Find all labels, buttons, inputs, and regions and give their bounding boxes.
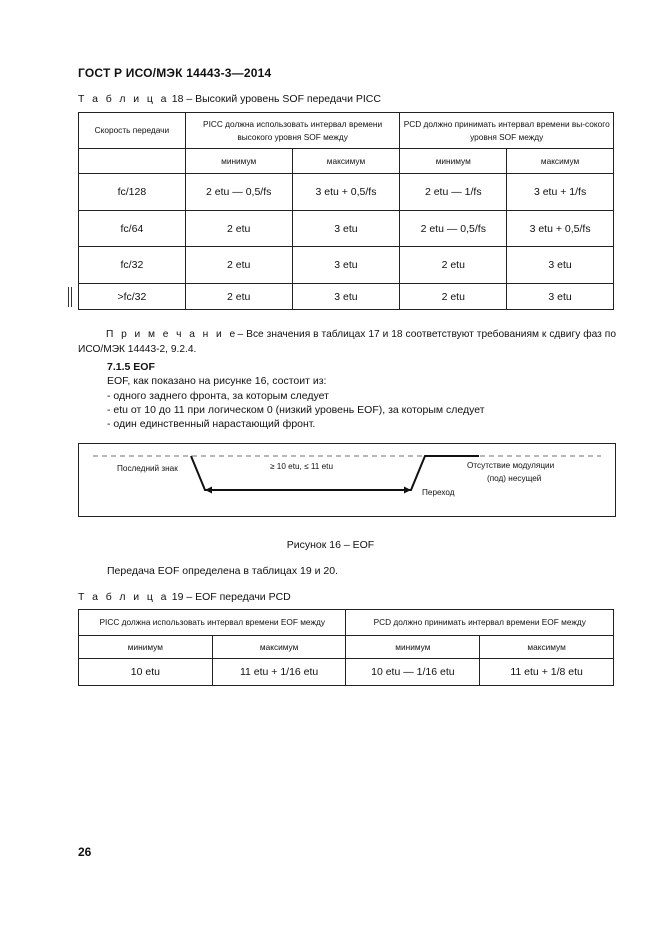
cell-pcd-max: 11 etu + 1/8 etu bbox=[480, 659, 614, 686]
figure-16-caption: Рисунок 16 – EOF bbox=[286, 539, 375, 551]
note-text: – Все значения в таблицах 17 и 18 соответствуют требованиям к сдвигу фаз по ИСО/МЭК 14443-2, 9.2.4. bbox=[78, 329, 616, 355]
table-18-caption-prefix: Т а б л и ц а bbox=[78, 93, 169, 105]
cell-picc-max: 11 etu + 1/16 etu bbox=[212, 659, 346, 686]
change-bar bbox=[71, 287, 72, 307]
header-pcd-min: минимум bbox=[346, 636, 480, 659]
cell-pcd-max: 3 etu bbox=[507, 284, 614, 310]
header-speed: Скорость передачи bbox=[79, 113, 186, 149]
note bbox=[78, 327, 616, 357]
cell-pcd-min: 2 etu bbox=[400, 284, 507, 310]
cell-speed: >fc/32 bbox=[79, 284, 186, 310]
note-prefix: П р и м е ч а н и е bbox=[106, 329, 238, 340]
cell-speed: fc/64 bbox=[79, 211, 186, 247]
cell-speed: fc/32 bbox=[79, 247, 186, 284]
cell-picc-min: 2 etu bbox=[185, 211, 292, 247]
section-intro: EOF, как показано на рисунке 16, состоит из: bbox=[107, 375, 327, 387]
table-18-caption-text: 18 – Высокий уровень SOF передачи PICC bbox=[171, 93, 381, 105]
header-picc: PICC должна использовать интервал времени высокого уровня SOF между bbox=[185, 113, 400, 149]
cell-pcd-max: 3 etu bbox=[507, 247, 614, 284]
label-subcarrier: (под) несущей bbox=[487, 474, 542, 483]
label-transition: Переход bbox=[422, 488, 455, 497]
cell-pcd-min: 10 etu — 1/16 etu bbox=[346, 659, 480, 686]
table-row bbox=[79, 174, 614, 211]
change-bar bbox=[68, 287, 69, 307]
list-item: - один единственный нарастающий фронт. bbox=[107, 418, 316, 430]
table-19 bbox=[78, 609, 614, 686]
page-number: 26 bbox=[78, 845, 92, 859]
cell-picc-min: 2 etu bbox=[185, 247, 292, 284]
cell-picc-max: 3 etu bbox=[292, 211, 400, 247]
cell-pcd-min: 2 etu — 1/fs bbox=[400, 174, 507, 211]
cell-speed: fc/128 bbox=[79, 174, 186, 211]
header-pcd-min: минимум bbox=[400, 149, 507, 174]
label-last-char: Последний знак bbox=[117, 464, 178, 473]
header-picc-max: максимум bbox=[212, 636, 346, 659]
cell-pcd-max: 3 etu + 0,5/fs bbox=[507, 211, 614, 247]
header-picc-min: минимум bbox=[185, 149, 292, 174]
cell-picc-max: 3 etu + 0,5/fs bbox=[292, 174, 400, 211]
cell-pcd-max: 3 etu + 1/fs bbox=[507, 174, 614, 211]
cell-picc-min: 10 etu bbox=[79, 659, 213, 686]
header-picc-min: минимум bbox=[79, 636, 213, 659]
header-pcd-max: максимум bbox=[507, 149, 614, 174]
cell-picc-min: 2 etu bbox=[185, 284, 292, 310]
cell-pcd-min: 2 etu bbox=[400, 247, 507, 284]
cell-picc-min: 2 etu — 0,5/fs bbox=[185, 174, 292, 211]
table-18 bbox=[78, 112, 614, 310]
header-pcd-max: максимум bbox=[480, 636, 614, 659]
table-row bbox=[79, 211, 614, 247]
list-item: - etu от 10 до 11 при логическом 0 (низкий уровень EOF), за которым следует bbox=[107, 404, 485, 416]
header-picc: PICC должна использовать интервал времени EOF между bbox=[79, 610, 346, 636]
table-19-caption-text: 19 – EOF передачи PCD bbox=[171, 591, 291, 603]
label-no-modulation: Отсутствие модуляции bbox=[467, 461, 555, 470]
table-18-caption bbox=[78, 93, 381, 105]
table-19-caption-prefix: Т а б л и ц а bbox=[78, 591, 169, 603]
table-19-caption bbox=[78, 591, 291, 603]
list-item: - одного заднего фронта, за которым следует bbox=[107, 390, 329, 402]
section-title: 7.1.5 EOF bbox=[107, 361, 155, 373]
label-interval: ≥ 10 etu, ≤ 11 etu bbox=[270, 462, 334, 471]
header-speed-empty bbox=[79, 149, 186, 174]
paragraph: Передача EOF определена в таблицах 19 и 20. bbox=[107, 565, 338, 577]
header-pcd: PCD должно принимать интервал времени EOF между bbox=[346, 610, 614, 636]
document-header: ГОСТ Р ИСО/МЭК 14443-3—2014 bbox=[78, 66, 272, 80]
header-pcd: PCD должно принимать интервал времени вы-сокого уровня SOF между bbox=[400, 113, 614, 149]
cell-picc-max: 3 etu bbox=[292, 247, 400, 284]
header-picc-max: максимум bbox=[292, 149, 400, 174]
table-row bbox=[79, 247, 614, 284]
table-row bbox=[79, 659, 614, 686]
cell-picc-max: 3 etu bbox=[292, 284, 400, 310]
table-row bbox=[79, 284, 614, 310]
cell-pcd-min: 2 etu — 0,5/fs bbox=[400, 211, 507, 247]
figure-16 bbox=[78, 443, 616, 517]
